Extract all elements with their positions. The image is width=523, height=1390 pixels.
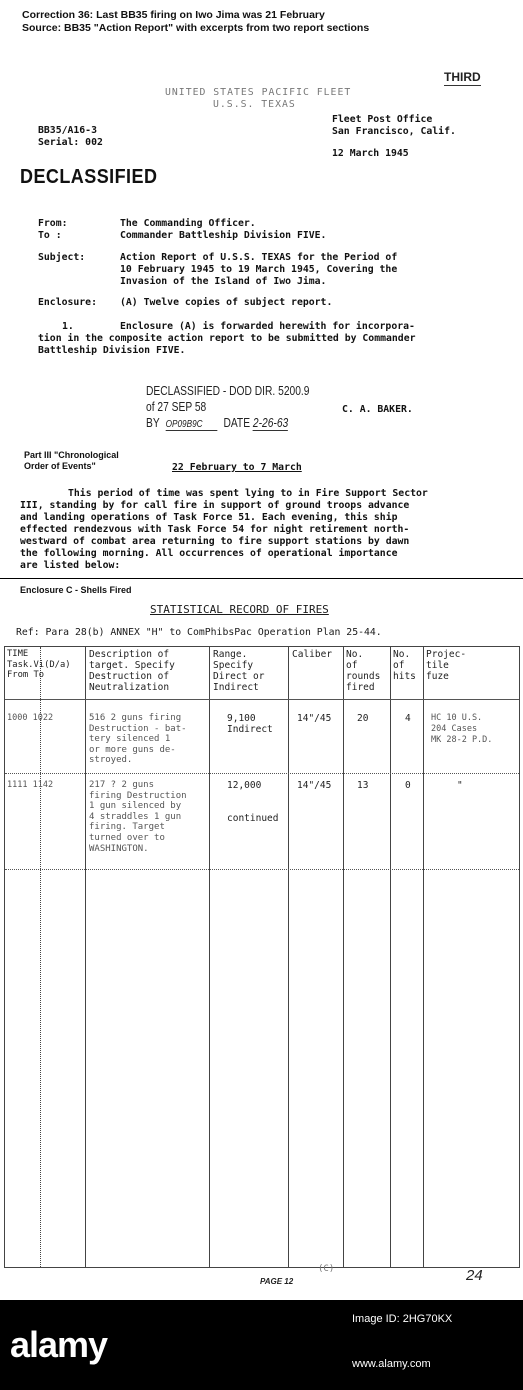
dod-stamp-line-3 xyxy=(146,416,288,432)
column-divider xyxy=(423,647,424,1267)
row-divider xyxy=(5,773,519,774)
dod-stamp-date: 2-26-63 xyxy=(252,416,289,430)
page-label: PAGE 12 xyxy=(260,1277,294,1286)
letterhead-ship: U.S.S. TEXAS xyxy=(213,99,296,110)
header-range: Range. Specify Direct or Indirect xyxy=(213,649,265,693)
correction-line-2: Source: BB35 "Action Report" with excerpts from two report sections xyxy=(22,22,370,34)
column-divider xyxy=(343,647,344,1267)
serial-number: Serial: 002 xyxy=(38,137,103,148)
part3-heading: 22 February to 7 March xyxy=(172,462,302,473)
from-label: From: xyxy=(38,218,68,229)
part3-para-line-6: the following morning. All occurrences of operational importance xyxy=(20,548,398,559)
row2-range: 12,000 continued xyxy=(227,780,279,824)
row1-caliber: 14"/45 xyxy=(297,713,332,724)
image-id: Image ID: 2HG70KX xyxy=(352,1313,453,1325)
header-caliber: Caliber xyxy=(292,649,333,660)
para-number: 1. xyxy=(62,321,74,332)
para-line-3: Battleship Division FIVE. xyxy=(38,345,186,356)
to-value: Commander Battleship Division FIVE. xyxy=(120,230,327,241)
row1-hits: 4 xyxy=(405,713,411,724)
enclosure-value: (A) Twelve copies of subject report. xyxy=(120,297,333,308)
column-divider xyxy=(209,647,210,1267)
part3-para-line-5: westward of combat area returning to fire support stations by dawn xyxy=(20,536,410,547)
dod-stamp-by: BY xyxy=(146,416,160,430)
row1-fuze: HC 10 U.S. 204 Cases MK 28-2 P.D. xyxy=(431,713,493,745)
dod-stamp-line-2: of 27 SEP 58 xyxy=(146,400,207,414)
brand-logo: alamy xyxy=(10,1324,108,1365)
header-divider xyxy=(5,699,519,700)
part3-label-line-1: Part III "Chronological xyxy=(24,450,119,460)
column-divider xyxy=(288,647,289,1267)
row1-time: 1000 1022 xyxy=(7,713,54,723)
part3-para-line-7: are listed below: xyxy=(20,560,121,571)
enclosure-label: Enclosure: xyxy=(38,297,97,308)
to-label: To : xyxy=(38,230,62,241)
part3-para-line-3: and landing operations of Task Force 51. Each evening, this ship xyxy=(20,512,398,523)
row2-description: 217 ? 2 guns firing Destruction 1 gun silenced by 4 straddles 1 gun firing. Target turned over to WASHINGTON. xyxy=(89,780,187,854)
footer-mark: (C) xyxy=(318,1264,335,1274)
part3-para-line-4: effected rendezvous with Task Force 54 for night retirement north- xyxy=(20,524,410,535)
row2-time: 1111 1142 xyxy=(7,780,54,790)
subject-line-3: Invasion of the Island of Iwo Jima. xyxy=(120,276,327,287)
row1-range: 9,100 Indirect xyxy=(227,713,273,735)
row-divider xyxy=(5,869,519,870)
row1-rounds: 20 xyxy=(357,713,369,724)
header-rounds: No. of rounds fired xyxy=(346,649,381,693)
from-value: The Commanding Officer. xyxy=(120,218,256,229)
enclosure-c-label: Enclosure C - Shells Fired xyxy=(20,585,132,595)
letterhead-org: UNITED STATES PACIFIC FLEET xyxy=(165,87,352,98)
reference-line: Ref: Para 28(b) ANNEX "H" to ComPhibsPac Operation Plan 25-44. xyxy=(16,627,382,638)
row2-hits: 0 xyxy=(405,780,411,791)
row2-fuze: " xyxy=(457,780,463,791)
column-divider xyxy=(390,647,391,1267)
file-code: BB35/A16-3 xyxy=(38,125,97,136)
header-description: Description of target. Specify Destruction of Neutralization xyxy=(89,649,175,693)
part3-label-line-2: Order of Events" xyxy=(24,461,96,471)
row2-rounds: 13 xyxy=(357,780,369,791)
dod-stamp-line-1: DECLASSIFIED - DOD DIR. 5200.9 xyxy=(146,384,310,398)
dod-stamp-initials: OP09B9C xyxy=(166,419,218,431)
watermark-bar xyxy=(0,1300,523,1390)
subject-line-2: 10 February 1945 to 19 March 1945, Covering the xyxy=(120,264,398,275)
letter-date: 12 March 1945 xyxy=(332,148,409,159)
page-number: 24 xyxy=(466,1267,483,1284)
dod-stamp-date-label: DATE xyxy=(223,416,251,430)
declassified-stamp: DECLASSIFIED xyxy=(20,166,158,188)
header-time: TIME Task.Vi(D/a) From To xyxy=(7,649,71,680)
column-divider xyxy=(85,647,86,1267)
copy-mark: THIRD xyxy=(444,70,481,84)
part3-para-line-2: III, standing by for call fire in support of ground troops advance xyxy=(20,500,410,511)
correction-line-1: Correction 36: Last BB35 firing on Iwo Jima was 21 February xyxy=(22,9,325,21)
column-divider xyxy=(40,647,41,1267)
header-hits: No. of hits xyxy=(393,649,416,682)
fires-table xyxy=(4,646,520,1268)
signature: C. A. BAKER. xyxy=(342,404,413,415)
section-divider xyxy=(0,578,523,579)
part3-para-line-1: This period of time was spent lying to in Fire Support Sector xyxy=(68,488,428,499)
subject-label: Subject: xyxy=(38,252,86,263)
row1-description: 516 2 guns firing Destruction - bat- tery silenced 1 or more guns de- stroyed. xyxy=(89,713,187,766)
brand-url: www.alamy.com xyxy=(352,1358,431,1370)
subject-line-1: Action Report of U.S.S. TEXAS for the Period of xyxy=(120,252,398,263)
para-line-2: tion in the composite action report to be submitted by Commander xyxy=(38,333,416,344)
row2-caliber: 14"/45 xyxy=(297,780,332,791)
para-line-1: Enclosure (A) is forwarded herewith for incorpora- xyxy=(120,321,415,332)
header-fuze: Projec- tile fuze xyxy=(426,649,467,682)
fpo-line-1: Fleet Post Office xyxy=(332,114,433,125)
fpo-line-2: San Francisco, Calif. xyxy=(332,126,456,137)
statistical-record-title: STATISTICAL RECORD OF FIRES xyxy=(150,603,329,616)
